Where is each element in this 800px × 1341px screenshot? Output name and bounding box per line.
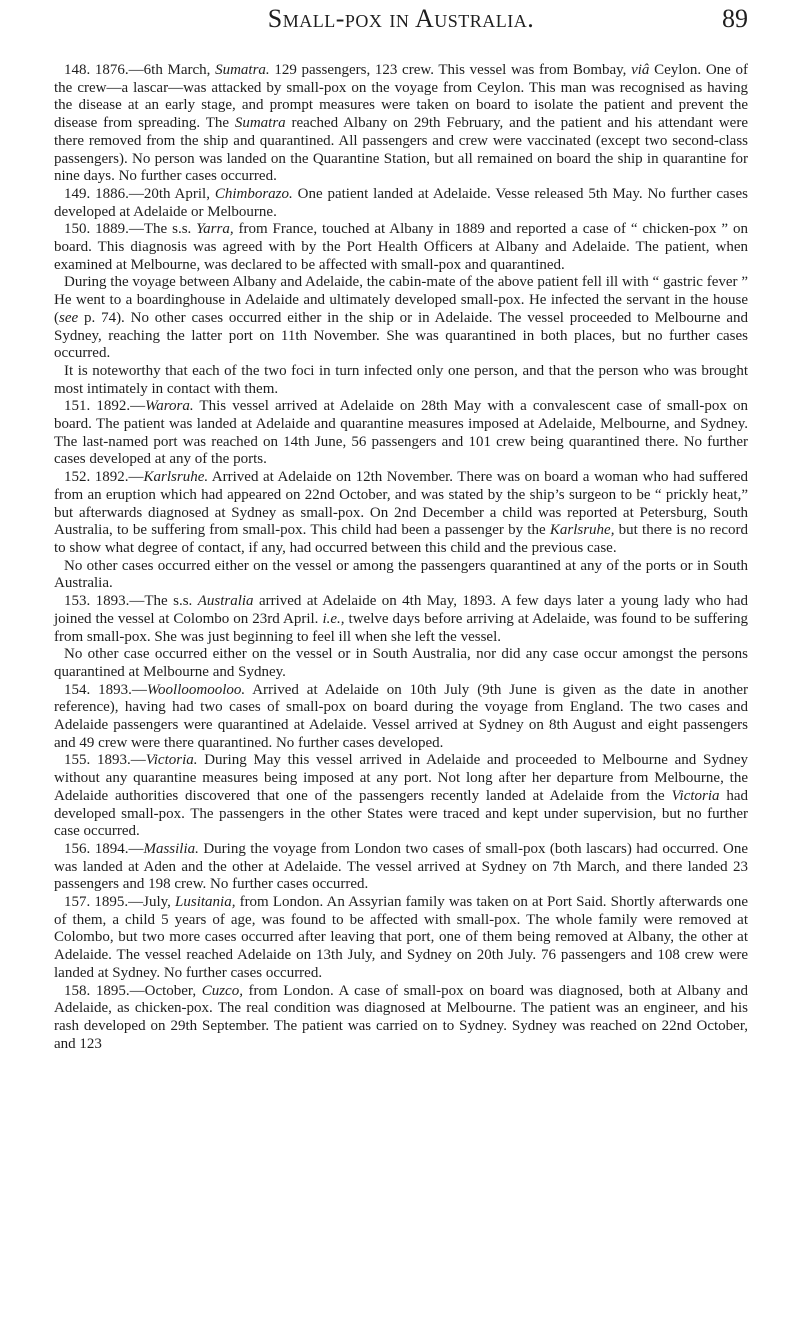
text-run: from London. A case of small-pox on board was diagnosed, both at Albany and Adelaide, as chicken-pox. The real condition was diagnosed at Melbourne. The patient was an engineer, and his rash developed on 29th September. The patient was carried on to Sydney. Sydney was reached on 22nd October, and 123 (54, 982, 749, 1052)
paragraph (54, 646, 748, 681)
text-run: 155. 1893.— (64, 752, 146, 769)
italic-text: Warora. (145, 398, 194, 415)
italic-text: Victoria. (145, 752, 198, 769)
text-run: During the voyage between Albany and Adelaide, the cabin-mate of the above patient fell ill with “ gastric fever ” He went to a boardinghouse in Adelaide and ultimately developed small-pox. He infected the servant in the house ( (54, 274, 748, 326)
text-run: During the voyage from London two cases of small-pox (both lascars) had occurred. One was landed at Aden and the other at Adelaide. The vessel arrived at Sydney on 7th March, and there landed 23 passengers and 198 crew. No further cases occurred. (54, 840, 749, 893)
italic-text: see (59, 309, 79, 326)
paragraph (54, 221, 748, 274)
paragraph (54, 841, 748, 894)
paragraph (54, 62, 748, 186)
text-run: 156. 1894.— (64, 840, 144, 857)
text-run: had developed small-pox. The passengers in the other States were traced and kept under supervision, but no further case occurred. (54, 787, 748, 840)
text-run: p. 74). No other cases occurred either in the ship or in Adelaide. The vessel proceeded to Melbourne and Sydney, reaching the latter port on 11th November. She was quarantined in both places, but no further cases occurred. (54, 309, 748, 362)
paragraph (54, 894, 748, 983)
paragraph (54, 682, 748, 753)
italic-text: Lusitania, (175, 894, 236, 911)
text-run: 151. 1892.— (64, 398, 146, 415)
text-run: 149. 1886.—20th April, (64, 185, 215, 202)
text-run: One patient landed at Adelaide. Vesse released 5th May. No further cases developed at Adelaide or Melbourne. (54, 185, 748, 220)
italic-text: Yarra, (196, 221, 234, 238)
text-run: 129 passengers, 123 crew. This vessel was from Bombay, (269, 62, 632, 78)
paragraph (54, 398, 748, 469)
paragraph (54, 363, 748, 398)
text-run: This vessel arrived at Adelaide on 28th May with a convalescent case of small-pox on board. The patient was landed at Adelaide and quarantine measures imposed at Adelaide, Melbourne, and Sydney. The last-named port was reached on 14th June, 56 passengers and 101 crew being quarantined there. No further cases developed at any of the ports. (54, 398, 749, 468)
paragraph (54, 469, 748, 558)
text-run: arrived at Adelaide on 4th May, 1893. A few days later a young lady who had joined the vessel at Colombo on 23rd April. (54, 593, 749, 627)
italic-text: i.e., (322, 610, 345, 627)
text-run: 153. 1893.—The s.s. (64, 593, 198, 610)
paragraph (54, 593, 748, 646)
text-run: During May this vessel arrived in Adelaide and proceeded to Melbourne and Sydney without any quarantine measures being imposed at any port. Not long after her departure from Melbourne, the Adelaide authorities discovered that one of the passengers recently landed at Adelaide from the (54, 752, 748, 804)
text-run: No other case occurred either on the vessel or in South Australia, nor did any case occur amongst the persons quarantined at Melbourne and Sydney. (54, 646, 748, 680)
paragraph (54, 983, 748, 1054)
text-run: reached Albany on 29th February, and the patient and his attendant were there removed from the ship and quarantined. All passengers and crew were vaccinated (except two second-class passengers). No person was landed on the Quarantine Station, but all remained on board the ship in quarantine for nine days. No further cases occurred. (54, 115, 748, 185)
text-run: 158. 1895.—October, (64, 982, 202, 999)
italic-text: Chimborazo. (214, 185, 293, 202)
text-run: from France, touched at Albany in 1889 and reported a case of “ chicken-pox ” on board. This diagnosis was agreed with by the Port Health Officers at Albany and Adelaide. The patient, when examined at Melbourne, was declared to be affected with small-pox and quarantined. (54, 221, 748, 273)
italic-text: Australia (197, 593, 254, 610)
italic-text: Massilia. (143, 840, 199, 857)
italic-text: Cuzco, (201, 982, 243, 999)
body-text (54, 62, 748, 1053)
italic-text: Victoria (671, 787, 720, 804)
text-run: No other cases occurred either on the vessel or among the passengers quarantined at any of the ports or in South Australia. (54, 557, 748, 592)
paragraph (54, 274, 748, 363)
italic-text: Karlsruhe, (549, 522, 615, 539)
running-title: Small-pox in Australia. (267, 4, 535, 33)
paragraph (54, 752, 748, 841)
text-run: 148. 1876.—6th March, (64, 62, 216, 78)
text-run: Arrived at Adelaide on 10th July (9th June is given as the date in another reference), having had two cases of small-pox on board during the voyage from England. The two cases and Adelaide passengers were quarantined at Adelaide. Vessel arrived at Sydney on 8th August and eight passengers and 49 crew were there quarantined. No further cases developed. (54, 681, 748, 751)
italic-text: Karlsruhe. (143, 469, 209, 486)
text-run: twelve days before arriving at Adelaide, was found to be suffering from small-pox. She was just beginning to feel ill when she left the vessel. (54, 610, 748, 645)
text-run: but there is no record to show what degree of contact, if any, had occurred between this child and the previous case. (54, 522, 748, 556)
paragraph (54, 558, 748, 593)
text-run: from London. An Assyrian family was taken on at Port Said. Shortly afterwards one of them, a child 5 years of age, was found to be affected with small-pox. The whole family were removed at Colombo, but two more cases occurred after leaving that port, one of them being removed at Albany, the other at Adelaide. The vessel reached Adelaide on 13th July, and Sydney on 20th July. 76 passengers and 108 crew were landed at Sydney. No further cases occurred. (54, 894, 748, 981)
text-run: 150. 1889.—The s.s. (64, 221, 197, 238)
running-head (54, 0, 748, 40)
italic-text: viâ (631, 62, 650, 78)
text-run: Arrived at Adelaide on 12th November. There was on board a woman who had suffered from an eruption which had appeared on 22nd October, and was stated by the ship’s surgeon to be “ prickly heat,” but afterwards diagnosed at Sydney as small-pox. On 2nd December a child was reported at Petersburg, South Australia, to be suffering from small-pox. This child had been a passenger by the (54, 469, 748, 539)
text-run: 157. 1895.—July, (64, 894, 176, 911)
paragraph (54, 186, 748, 221)
text-run: It is noteworthy that each of the two foci in turn infected only one person, and that the person who was brought most intimately in contact with them. (54, 362, 748, 397)
italic-text: Woolloomooloo. (146, 681, 246, 698)
italic-text: Sumatra (234, 115, 286, 132)
text-run: 152. 1892.— (64, 469, 144, 486)
page-number: 89 (722, 4, 748, 33)
text-run: 154. 1893.— (64, 681, 147, 698)
italic-text: Sumatra. (215, 62, 270, 78)
text-run: Ceylon. One of the crew—a lascar—was attacked by small-pox on the voyage from Ceylon. This man was recognised as having the disease at an early stage, and prompt measures were taken on board to isolate the patient and prevent the disease from spreading. The (54, 62, 748, 132)
